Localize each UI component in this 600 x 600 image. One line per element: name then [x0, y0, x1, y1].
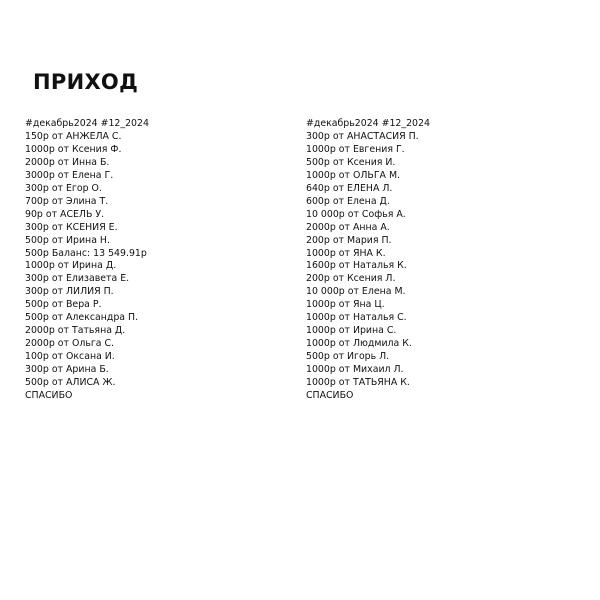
list-item: 300р от Арина Б.	[25, 364, 109, 376]
list-item: 500р от Игорь Л.	[306, 351, 390, 363]
list-item: 1000р от Михаил Л.	[306, 364, 404, 376]
list-item: 1000р от Наталья С.	[306, 312, 407, 324]
list-item: 300р от ЛИЛИЯ П.	[25, 286, 114, 298]
list-item: 1000р от ЯНА К.	[306, 247, 386, 259]
list-item: 500р Баланс: 13 549.91р	[25, 247, 147, 259]
list-item: 1000р от Яна Ц.	[306, 299, 385, 311]
list-item: 200р от Мария П.	[306, 234, 392, 246]
list-item: 1000р от Ирина Д.	[25, 260, 117, 272]
list-item: 200р от Ксения Л.	[306, 273, 396, 285]
list-item: 1000р от Ксения Ф.	[25, 143, 122, 155]
list-item: 90р от АСЕЛЬ У.	[25, 208, 105, 220]
list-item: 300р от Елизавета Е.	[25, 273, 130, 285]
list-item: 500р от Ирина Н.	[25, 234, 110, 246]
list-item: 150р от АНЖЕЛА С.	[25, 130, 122, 142]
thanks-text: СПАСИБО	[25, 390, 73, 402]
list-item: 500р от АЛИСА Ж.	[25, 377, 116, 389]
list-item: 100р от Оксана И.	[25, 351, 115, 363]
list-item: 1000р от ТАТЬЯНА К.	[306, 377, 410, 389]
list-item: 1000р от Людмила К.	[306, 338, 412, 350]
list-item: 500р от Вера Р.	[25, 299, 102, 311]
list-item: 300р от Егор О.	[25, 182, 102, 194]
list-item: 10 000р от Елена М.	[306, 286, 406, 298]
list-item: 10 000р от Софья А.	[306, 208, 406, 220]
list-item: 300р от КСЕНИЯ Е.	[25, 221, 118, 233]
list-item: 1000р от Ирина С.	[306, 325, 397, 337]
left-donation-list	[25, 118, 149, 403]
list-item: 600р от Елена Д.	[306, 195, 390, 207]
list-item: 700р от Элина Т.	[25, 195, 109, 207]
list-item: 2000р от Анна А.	[306, 221, 390, 233]
list-item: 3000р от Елена Г.	[25, 169, 114, 181]
list-item: 300р от АНАСТАСИЯ П.	[306, 130, 419, 142]
list-item: #декабрь2024 #12_2024	[25, 118, 149, 129]
list-item: 1000р от ОЛЬГА М.	[306, 169, 401, 181]
list-item: 2000р от Инна Б.	[25, 156, 110, 168]
page-title: ПРИХОД	[33, 70, 139, 94]
list-item: 500р от Александра П.	[25, 312, 139, 324]
list-item: 2000р от Татьяна Д.	[25, 325, 126, 337]
list-item: 2000р от Ольга С.	[25, 338, 115, 350]
list-item: 640р от ЕЛЕНА Л.	[306, 182, 393, 194]
list-item: 500р от Ксения И.	[306, 156, 396, 168]
list-item: #декабрь2024 #12_2024	[306, 118, 430, 129]
list-item: 1000р от Евгения Г.	[306, 143, 405, 155]
right-donation-list	[306, 118, 430, 403]
thanks-text: СПАСИБО	[306, 390, 354, 402]
list-item: 1600р от Наталья К.	[306, 260, 407, 272]
